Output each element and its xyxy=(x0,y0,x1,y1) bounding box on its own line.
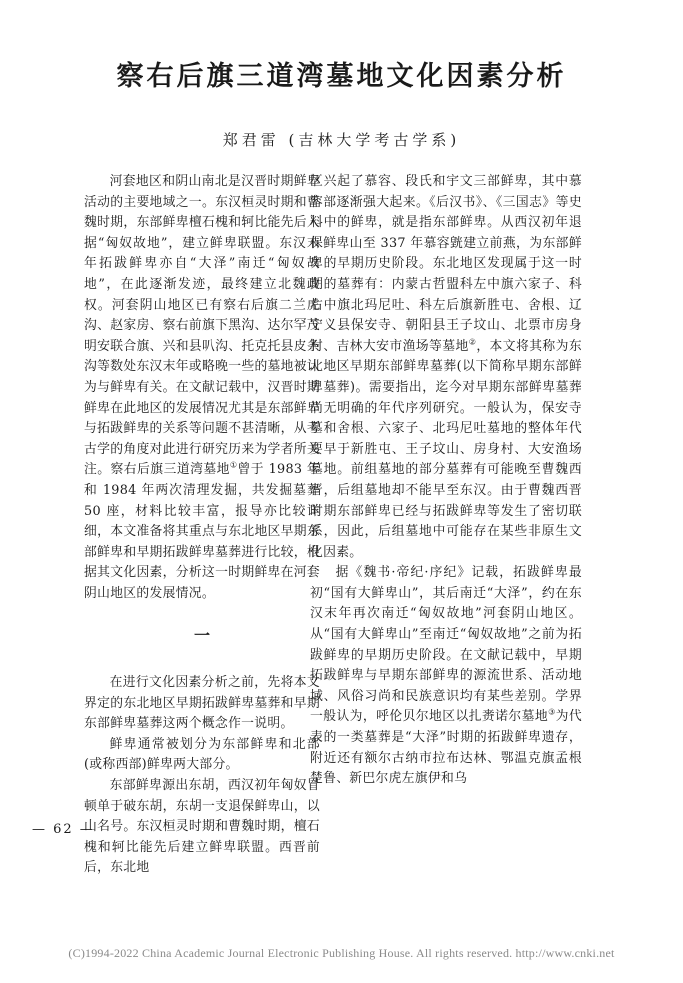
paragraph: 区兴起了慕容、段氏和宇文三部鲜卑，其中慕容部逐渐强大起来。《后汉书》、《三国志》等史料中的鲜卑，就是指东部鲜卑。从西汉初年退保鲜卑山至 337 年慕容皝建立前燕，为东部鲜卑的早期历史阶段。东北地区发现属于这一时期的墓葬有：内蒙古哲盟科左中旗六家子、科右中旗北玛尼吐、科左后旗新胜屯、舍根、辽宁义县保安寺、朝阳县王子坟山、北票市房身村、吉林大安市渔场等墓地②，本文将其称为东北地区早期东部鲜卑墓葬(以下简称早期东部鲜卑墓葬)。需要指出，迄今对早期东部鲜卑墓葬尚无明确的年代序列研究。一般认为，保安寺墓和舍根、六家子、北玛尼吐墓地的整体年代要早于新胜屯、王子坟山、房身村、大安渔场墓地。前组墓地的部分墓葬有可能晚至曹魏西晋，后组墓地却不能早至东汉。由于曹魏西晋时期东部鲜卑已经与拓跋鲜卑等发生了密切联系，因此，后组墓地中可能存在某些非原生文化因素。 xyxy=(310,174,582,560)
page-number: — 62 — xyxy=(32,822,95,837)
paragraph: 东部鲜卑源出东胡，西汉初年匈奴冒顿单于破东胡，东胡一支退保鲜卑山，以山名号。东汉桓灵时期和曹魏时期，檀石槐和轲比能先后建立鲜卑联盟。西晋前后，东北地 xyxy=(84,778,320,876)
footnote-marker: ③ xyxy=(548,708,556,718)
article-title: 察右后旗三道湾墓地文化因素分析 xyxy=(116,61,567,92)
paragraph: 据《魏书·帝纪·序纪》记载，拓跋鲜卑最初“国有大鲜卑山”，其后南迁“大泽”，约在东汉末年再次南迁“匈奴故地”河套阴山地区。从“国有大鲜卑山”至南迁“匈奴故地”之前为拓跋鲜卑的早期历史阶段。在文献记载中，早期拓跋鲜卑与早期东部鲜卑的源流世系、活动地域、风俗习尚和民族意识均有某些差别。学界一般认为，呼伦贝尔地区以扎赉诺尔墓地③为代表的一类墓葬是“大泽”时期的拓跋鲜卑遗存，附近还有额尔古纳市拉布达林、鄂温克旗孟根楚鲁、新巴尔虎左旗伊和乌 xyxy=(310,565,582,787)
footnote-marker: ① xyxy=(229,461,238,471)
author-affiliation: 郑君雷 (吉林大学考古学系) xyxy=(222,131,461,149)
paragraph: 鲜卑通常被划分为东部鲜卑和北部(或称西部)鲜卑两大部分。 xyxy=(84,736,320,773)
section-number: 一 xyxy=(193,626,210,646)
left-column xyxy=(84,172,320,879)
footnote-marker: ② xyxy=(468,337,477,347)
right-column xyxy=(310,172,582,790)
copyright-footer: (C)1994-2022 China Academic Journal Electronic Publishing House. All rights reserved. http://www.cnki.net xyxy=(68,946,615,960)
paragraph: 河套地区和阴山南北是汉晋时期鲜卑活动的主要地域之一。东汉桓灵时期和曹魏时期，东部鲜卑檀石槐和轲比能先后入据“匈奴故地”，建立鲜卑联盟。东汉末年拓跋鲜卑亦自“大泽”南迁“匈奴故地”，在此逐渐发迹，最终建立北魏政权。河套阴山地区已有察右后旗二兰虎沟、赵家房、察右前旗下黑沟、达尔罕茂明安联合旗、兴和县叭沟、托克托县皮条沟等数处东汉末年或略晚一些的墓地被认为与鲜卑有关。在文献记载中，汉晋时期鲜卑在此地区的发展情况尤其是东部鲜卑与拓跋鲜卑的关系等问题不甚清晰，从考古学的角度对此进行研究历来为学者所关注。察右后旗三道湾墓地①曾于 1983 年和 1984 年两次清理发掘，共发掘墓葬 50 座，材料比较丰富，报导亦比较详细，本文准备将其重点与东北地区早期东部鲜卑和早期拓跋鲜卑墓葬进行比较，根据其文化因素，分析这一时期鲜卑在河套阴山地区的发展情况。 xyxy=(84,174,320,601)
paragraph: 在进行文化因素分析之前，先将本文界定的东北地区早期拓跋鲜卑墓葬和早期东部鲜卑墓葬这两个概念作一说明。 xyxy=(84,675,320,732)
